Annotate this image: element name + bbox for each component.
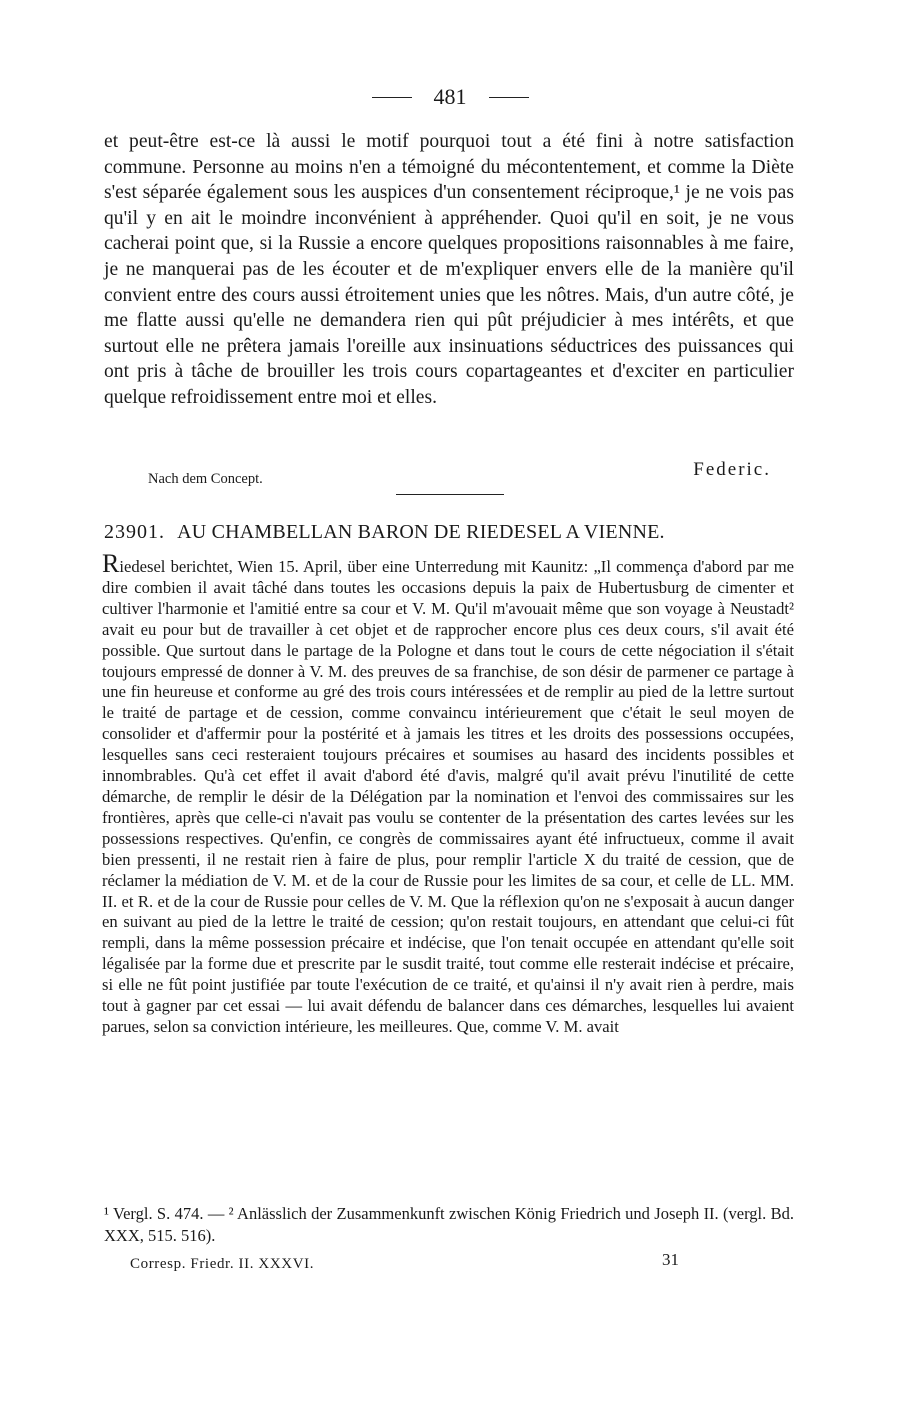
header-dash-right (489, 97, 529, 98)
document-heading (104, 521, 804, 544)
signature-mark: 31 (662, 1250, 679, 1269)
page-number: 481 (433, 84, 467, 109)
source-note: Nach dem Concept. (148, 471, 263, 487)
page-header (0, 84, 900, 110)
section-divider (396, 494, 504, 495)
document-number: 23901. (104, 521, 165, 543)
letter-closing (104, 458, 794, 494)
signature: Federic. (693, 459, 771, 480)
footnotes: ¹ Vergl. S. 474. — ² Anlässlich der Zusammenkunft zwischen König Friedrich und Joseph II. (vergl. Bd. XXX, 515. 516). (104, 1204, 794, 1245)
document-body-text: iedesel berichtet, Wien 15. April, über eine Unterredung mit Kaunitz: „Il commença d'abord par me dire combien il avait tâché dans toutes les occasions depuis la paix de Hubertusburg de cimenter et cultiver l'harmonie et l'amitié entre sa cour et V. M. Qu'il m'avouait même que son voyage à Neustadt² avait eu pour but de travailler à cet objet et de rapprocher encore plus ces deux cours, s'il avait été possible. Que surtout dans le partage de la Pologne et dans tout le cours de cette négociation il s'était toujours empressé de donner à V. M. des preuves de sa franchise, de son désir de parmener ce partage à une fin heureuse et conforme au gré des trois cours intéressées et de remplir au pied de la lettre surtout le traité de partage et de cession, comme convaincu intérieurement que c'était le seul moyen de consolider et d'affermir pour la postérité et à jamais les titres et les droits des possessions occupées, lesquelles sans ceci resteraient toujours précaires et soumises au hasard des incidents possibles et innombrables. Qu'à cet effet il avait d'abord été d'avis, malgré qu'il avait prévu l'inutilité de cette démarche, de remplir le désir de la Délégation par la nomination et l'envoi des commissaires sur les frontières, après que celle-ci n'avait pas voulu se contenter de la présentation des cartes levées sur les possessions respectives. Qu'enfin, ce congrès de commissaires ayant été infructueux, comme il avait bien pressenti, il ne restait rien à faire de plus, pour remplir l'article X du traité de cession, que de réclamer la médiation de V. M. et de la cour de Russie pour les limites de sa cour, et celle de LL. MM. II. et R. et de la cour de Russie pour celles de V. M. Que la réflexion qu'on ne s'exposait à aucun danger en suivant au pied de la lettre le traité de cession; qu'on restait toujours, en attendant que celui-ci fût rempli, dans la même possession précaire et indécise, que l'on tenait occupée en attendant qu'elle soit légalisée par la forme due et prescrite par le susdit traité, tout comme elle resterait indécise et précaire, si elle ne fût point justifiée par toute l'exécution de ce traité, et qu'ainsi il n'y avait rien à perdre, mais tout à gagner par cet essai — lui avait défendu de balancer dans ces démarches, lesquelles lui avaient parues, selon sa conviction intérieure, les meilleures. Que, comme V. M. avait (102, 557, 794, 1036)
letter-continuation-text: et peut-être est-ce là aussi le motif pourquoi tout a été fini à notre satisfaction commune. Personne au moins n'en a témoigné du mécontentement, et comme la Diète s'est séparée également sous les auspices d'un consentement réciproque,¹ je ne vois pas qu'il y en ait le moindre inconvénient à appréhender. Quoi qu'il en soit, je ne vous cacherai point que, si la Russie a encore quelques propositions raisonnables à me faire, je ne manquerai pas de les écouter et de m'expliquer envers elle de la manière qu'il convient entre des cours aussi étroitement unies que les nôtres. Mais, d'un autre côté, je me flatte aussi qu'elle ne demandera rien qui pût préjudicier à mes intérêts, et que surtout elle ne prêtera jamais l'oreille aux insinuations séductrices des puissances qui ont pris à tâche de brouiller les trois cours copartageantes et d'exciter en particulier quelque refroidissement entre moi et elles. (104, 131, 794, 408)
lead-initial: R (102, 549, 120, 578)
header-dash-left (372, 97, 412, 98)
document-body (102, 549, 794, 1038)
series-footer: Corresp. Friedr. II. XXXVI. (130, 1256, 315, 1272)
document-title: AU CHAMBELLAN BARON DE RIEDESEL A VIENNE. (177, 521, 665, 543)
